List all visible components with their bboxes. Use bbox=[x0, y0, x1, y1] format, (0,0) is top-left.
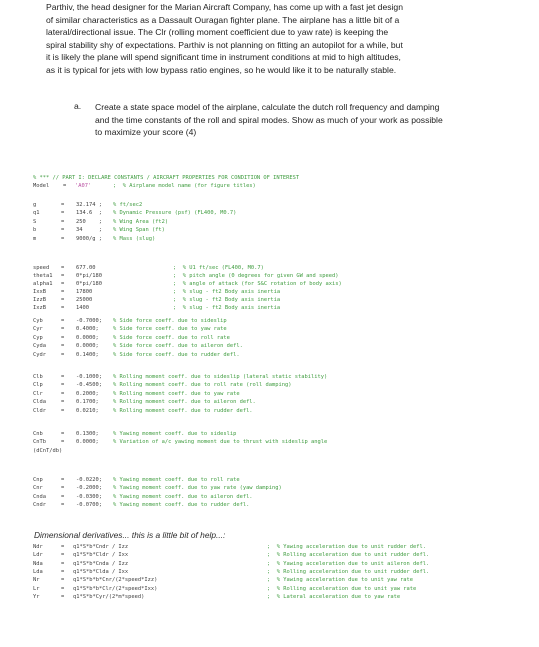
code-comment: ; % U1 ft/sec (FL400, M0.7) bbox=[173, 265, 264, 271]
code-comment: % Mass (slug) bbox=[113, 235, 156, 242]
code-value: -0.2000; bbox=[76, 485, 102, 492]
derivative-expression: q1*S*b*Cyr/(2*m*speed) bbox=[73, 593, 145, 600]
derivative-equals: = bbox=[61, 560, 65, 567]
code-var-name: Cyp bbox=[33, 334, 43, 341]
intro-paragraph bbox=[46, 1, 486, 77]
derivative-comment: ; % Rolling acceleration due to unit rudder defl. bbox=[267, 552, 430, 559]
code-value: 0*pi/180 bbox=[76, 273, 102, 279]
code-var-name: Cyda bbox=[33, 343, 46, 350]
code-comment: ; % Airplane model name (for figure titles) bbox=[113, 183, 256, 189]
code-value: -0.7000; bbox=[76, 318, 102, 324]
derivative-equals: = bbox=[61, 552, 65, 559]
code-equals: = bbox=[61, 477, 65, 483]
code-comment: % Yawing moment coeff. due to aileron defl. bbox=[113, 493, 253, 500]
derivative-expression: q1*S*b*Clda / Ixx bbox=[73, 568, 129, 575]
code-equals: = bbox=[61, 227, 65, 234]
code-comment: % Wing Span (ft) bbox=[113, 227, 165, 234]
derivative-name: Nr bbox=[33, 577, 40, 584]
code-var-name: Cnb bbox=[33, 431, 43, 437]
code-equals: = bbox=[61, 318, 65, 324]
code-comment: % Side force coeff. due to roll rate bbox=[113, 334, 230, 341]
derivative-expression: q1*S*b*b*Clr/(2*speed*Ixx) bbox=[73, 585, 158, 592]
code-equals: = bbox=[61, 210, 65, 217]
code-comment: % Dynamic Pressure (psf) (FL400, M0.7) bbox=[113, 210, 237, 217]
code-equals: = bbox=[61, 281, 65, 287]
code-string-value: 'A07' bbox=[75, 183, 92, 189]
code-equals: = bbox=[61, 407, 65, 414]
derivative-comment: ; % Yawing acceleration due to unit rudder defl. bbox=[267, 544, 427, 550]
derivative-equals: = bbox=[61, 568, 65, 575]
code-comment: % Side force coeff. due to yaw rate bbox=[113, 326, 227, 333]
code-equals: = bbox=[61, 439, 65, 446]
code-var-name: S bbox=[33, 218, 37, 225]
code-var-name: g bbox=[33, 202, 37, 208]
code-note: (dCnT/db) bbox=[33, 448, 63, 454]
code-equals: = bbox=[61, 305, 65, 311]
question-marker: a. bbox=[74, 101, 82, 111]
code-comment: ; % slug - ft2 Body axis inertia bbox=[173, 297, 281, 303]
derivative-expression: q1*S*b*Cldr / Ixx bbox=[73, 552, 129, 559]
code-value: 677.00 bbox=[76, 265, 96, 271]
derivative-name: Lr bbox=[33, 585, 40, 592]
code-equals: = bbox=[61, 218, 65, 225]
code-value: 1400 bbox=[76, 305, 89, 311]
code-value: -0.1000; bbox=[76, 374, 102, 380]
derivative-name: Yr bbox=[33, 593, 40, 600]
code-equals: = bbox=[61, 289, 65, 295]
code-var-name: CnTb bbox=[33, 439, 46, 446]
derivative-comment: ; % Lateral acceleration due to yaw rate bbox=[267, 593, 401, 600]
code-var-name: alpha1 bbox=[33, 281, 53, 287]
code-equals: = bbox=[61, 235, 65, 242]
code-value: -0.0700; bbox=[76, 502, 102, 509]
code-comment: % Wing Area (ft2) bbox=[113, 218, 169, 225]
code-var-name: Cnda bbox=[33, 493, 46, 500]
code-value: 0.1700; bbox=[76, 399, 99, 406]
intro-line: Parthiv, the head designer for the Marian Aircraft Company, has come up with a fast jet design bbox=[46, 2, 403, 12]
code-comment: % Yawing moment coeff. due to yaw rate (yaw damping) bbox=[113, 485, 282, 492]
code-comment: ; % slug - ft2 Body axis inertia bbox=[173, 289, 281, 295]
code-value: 0*pi/180 bbox=[76, 281, 102, 287]
derivative-name: Ndr bbox=[33, 544, 43, 550]
code-equals: = bbox=[61, 343, 65, 350]
code-var-name: Clda bbox=[33, 399, 46, 406]
code-var-name: q1 bbox=[33, 210, 40, 217]
code-value: 0.0210; bbox=[76, 407, 99, 414]
matlab-code-block bbox=[33, 170, 503, 515]
intro-line: of similar characteristics as a Dassault Ouragan fighter plane. The airplane has a little bit of a bbox=[46, 14, 400, 25]
code-value: 0.0000; bbox=[76, 439, 99, 446]
code-value: 134.6 ; bbox=[76, 210, 102, 217]
intro-line: as it is typical for jets with low bypass ratio engines, so he would like it to be naturally stable. bbox=[46, 64, 397, 75]
intro-line: it is likely the plane will spend significant time in instrument conditions at mid to high altitudes, bbox=[46, 52, 401, 63]
intro-line: spiral stability shy of expectations. Parthiv is not planning on fitting an autopilot for a while, but bbox=[46, 39, 403, 50]
code-comment: % Variation of a/c yawing moment due to thrust with sideslip angle bbox=[113, 439, 328, 446]
derivative-name: Lda bbox=[33, 568, 43, 575]
code-comment: % Yawing moment coeff. due to sideslip bbox=[113, 431, 237, 437]
question-line: Create a state space model of the airplane, calculate the dutch roll frequency and damping bbox=[95, 102, 440, 112]
code-equals: = bbox=[61, 485, 65, 492]
code-header-comment: % *** // PART I: DECLARE CONSTANTS / AIRCRAFT PROPERTIES FOR CONDITION OF INTEREST bbox=[33, 175, 300, 181]
code-comment: ; % slug - ft2 Body axis inertia bbox=[173, 305, 281, 311]
code-equals: = bbox=[61, 334, 65, 341]
derivative-equals: = bbox=[61, 577, 65, 584]
code-equals: = bbox=[61, 351, 65, 358]
code-equals: = bbox=[61, 273, 65, 279]
code-equals: = bbox=[61, 493, 65, 500]
code-var-name: Cndr bbox=[33, 502, 46, 509]
derivative-name: Nda bbox=[33, 560, 43, 567]
code-var-name: m bbox=[33, 235, 37, 242]
derivatives-heading: Dimensional derivatives... this is a little bit of help...: bbox=[34, 530, 226, 540]
code-comment: % Yawing moment coeff. due to rudder defl. bbox=[113, 502, 250, 509]
code-comment: % Side force coeff. due to sideslip bbox=[113, 318, 227, 324]
code-value: 32.174 ; bbox=[76, 202, 102, 208]
code-var-name: Clb bbox=[33, 374, 43, 380]
code-equals: = bbox=[63, 183, 67, 189]
code-comment: % Rolling moment coeff. due to sideslip (lateral static stability) bbox=[113, 374, 328, 380]
code-var-name: theta1 bbox=[33, 273, 53, 279]
derivative-expression: q1*S*b*b*Cnr/(2*speed*Izz) bbox=[73, 577, 158, 584]
question-text bbox=[95, 101, 495, 139]
code-equals: = bbox=[61, 265, 65, 271]
code-equals: = bbox=[61, 431, 65, 437]
code-equals: = bbox=[61, 399, 65, 406]
question-line: and the time constants of the roll and spiral modes. Show as much of your work as possible bbox=[95, 114, 443, 125]
code-comment: % ft/sec2 bbox=[113, 202, 143, 208]
derivative-comment: ; % Yawing acceleration due to unit yaw rate bbox=[267, 577, 414, 584]
code-equals: = bbox=[61, 374, 65, 380]
code-value: 0.1400; bbox=[76, 351, 99, 358]
intro-line: lateral/directional issue. The Clr (rolling moment coefficient due to yaw rate) is keeping the bbox=[46, 27, 389, 38]
code-var-name: Cnr bbox=[33, 485, 43, 492]
code-value: 250 ; bbox=[76, 218, 102, 225]
code-comment: ; % pitch angle (0 degrees for given GW and speed) bbox=[173, 273, 339, 279]
code-equals: = bbox=[61, 390, 65, 397]
derivative-expression: q1*S*b*Cndr / Izz bbox=[73, 544, 129, 550]
code-value: -0.0220; bbox=[76, 477, 102, 483]
code-comment: ; % angle of attack (for S&C rotation of body axis) bbox=[173, 281, 342, 287]
code-value: 34 ; bbox=[76, 227, 102, 234]
code-equals: = bbox=[61, 297, 65, 303]
code-comment: % Side force coeff. due to rudder defl. bbox=[113, 351, 240, 358]
derivatives-code-block bbox=[33, 543, 503, 643]
code-var-name: Model bbox=[33, 183, 50, 189]
derivative-expression: q1*S*b*Cnda / Izz bbox=[73, 560, 129, 567]
code-var-name: IxzB bbox=[33, 305, 46, 311]
code-comment: % Rolling moment coeff. due to aileron defl. bbox=[113, 399, 256, 406]
question-line: to maximize your score (4) bbox=[95, 127, 197, 138]
code-value: 25000 bbox=[76, 297, 93, 303]
derivative-equals: = bbox=[61, 585, 65, 592]
code-var-name: b bbox=[33, 227, 37, 234]
code-equals: = bbox=[61, 326, 65, 333]
derivative-name: Ldr bbox=[33, 552, 43, 559]
code-value: 0.0000; bbox=[76, 334, 99, 341]
code-comment: % Yawing moment coeff. due to roll rate bbox=[113, 477, 240, 483]
code-value: 0.2000; bbox=[76, 390, 99, 397]
code-equals: = bbox=[61, 202, 65, 208]
code-var-name: Clp bbox=[33, 382, 43, 389]
code-var-name: Cyb bbox=[33, 318, 43, 324]
code-var-name: speed bbox=[33, 265, 50, 271]
derivative-equals: = bbox=[61, 544, 65, 550]
code-var-name: IxxB bbox=[33, 289, 46, 295]
code-value: 0.4000; bbox=[76, 326, 99, 333]
code-var-name: Cldr bbox=[33, 407, 46, 414]
code-equals: = bbox=[61, 502, 65, 509]
code-value: -0.4500; bbox=[76, 382, 102, 389]
code-var-name: IzzB bbox=[33, 297, 46, 303]
code-var-name: Cyr bbox=[33, 326, 43, 333]
derivative-comment: ; % Yawing acceleration due to unit aileron defl. bbox=[267, 560, 430, 567]
derivative-equals: = bbox=[61, 593, 65, 600]
derivative-comment: ; % Rolling acceleration due to unit rudder defl. bbox=[267, 568, 430, 575]
code-comment: % Rolling moment coeff. due to roll rate (roll damping) bbox=[113, 382, 292, 389]
code-equals: = bbox=[61, 382, 65, 389]
code-value: 9000/g ; bbox=[76, 235, 102, 242]
code-value: -0.0300; bbox=[76, 493, 102, 500]
code-value: 17800 bbox=[76, 289, 93, 295]
derivative-comment: ; % Rolling acceleration due to unit yaw rate bbox=[267, 585, 417, 592]
code-comment: % Rolling moment coeff. due to yaw rate bbox=[113, 390, 240, 397]
code-comment: % Side force coeff. due to aileron defl. bbox=[113, 343, 243, 350]
code-value: 0.0000; bbox=[76, 343, 99, 350]
code-var-name: Cnp bbox=[33, 477, 43, 483]
code-comment: % Rolling moment coeff. due to rudder defl. bbox=[113, 407, 253, 414]
code-var-name: Cydr bbox=[33, 351, 46, 358]
code-value: 0.1300; bbox=[76, 431, 99, 437]
code-var-name: Clr bbox=[33, 390, 43, 397]
